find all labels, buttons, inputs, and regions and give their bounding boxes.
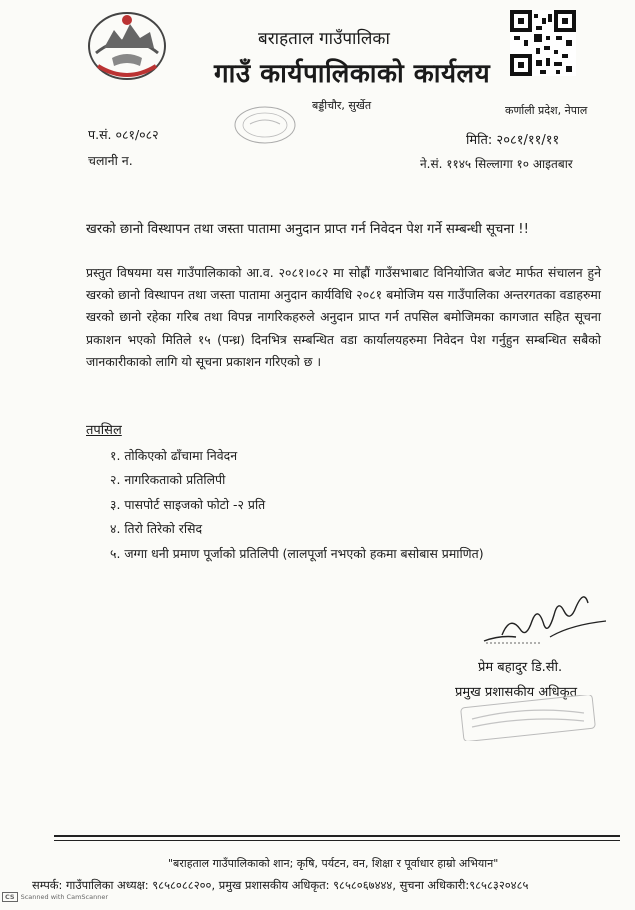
schedule-list [110,444,484,566]
official-stamp-icon [458,695,598,741]
qr-code-icon [510,10,576,76]
footer-divider [54,840,620,841]
list-item: १. तोकिएको ढाँचामा निवेदन [110,448,238,463]
nepal-sambat-date: ने.सं. ११४५ सिल्लागा १० आइतबार [420,157,573,171]
office-seal-icon [232,104,298,146]
signature-icon [480,585,610,645]
nepal-emblem-icon [84,8,170,84]
signatory-name: प्रेम बहादुर डि.सी. [478,660,563,675]
office-title: गाउँ कार्यपालिकाको कार्यलय [214,59,491,89]
notice-body: प्रस्तुत विषयमा यस गाउँपालिकाको आ.व. २०८१।०८२ मा सोह्रौं गाउँसभाबाट विनियोजित बजेट मार्फत संचालन हुने खरको छानो विस्थापन तथा जस्ता पातामा अनुदान कार्यविधि २०८१ बमोजिम यस गाउँपालिका अन्तरगतका वडाहरुमा खरको छानो रहेका गरिब तथा विपन्न नागरिकहरुले अनुदान प्राप्त गर्न तपसिल बमोजिमका कागजात सहित सूचना प्रकाशन भएको मितिले १५ (पन्ध्र) दिनभित्र सम्बन्धित वडा कार्यालयहरुमा निवेदन पेश गर्नुहुन सम्बन्धित सबैको जानकारीकाको लागि यो सूचना प्रकाशन गरिएको छ । [86,265,601,369]
signatory-title: प्रमुख प्रशासकीय अधिकृत [455,685,578,700]
province-label: कर्णाली प्रदेश, नेपाल [505,104,588,117]
municipality-name: बराहताल गाउँपालिका [258,29,390,49]
list-item: ४. तिरो तिरेको रसिद [110,521,203,537]
dispatch-number: चलानी न. [88,153,133,168]
footer-slogan: "बराहताल गाउँपालिकाको शान; कृषि, पर्यटन, वन, शिक्षा र पूर्वाधार हाम्रो अभियान" [168,857,499,870]
notice-subject: खरको छानो विस्थापन तथा जस्ता पातामा अनुदान प्राप्त गर्न निवेदन पेश गर्ने सम्बन्धी सूचना !! [86,222,529,237]
scanner-watermark: CS Scanned with CamScanner [2,892,108,902]
schedule-heading: तपसिल [86,423,122,438]
list-item: ५. जग्गा धनी प्रमाण पूर्जाको प्रतिलिपी (लालपूर्जा नभएको हकमा बसोबास प्रमाणित) [110,545,484,561]
letter-date: मिति: २०८१/११/११ [466,133,560,148]
footer-contact: सम्पर्क: गाउँपालिका अध्यक्ष: ९८५८०८८२००, प्रमुख प्रशासकीय अधिकृत: ९८५८०६७४४४, सुचना अधिकारी:९८५८३२०४८५ [32,878,529,892]
list-item: २. नागरिकताको प्रतिलिपी [110,472,226,488]
footer-divider [54,835,620,837]
list-item: ३. पासपोर्ट साइजको फोटो -२ प्रति [110,496,266,512]
office-location: बड्डीचौर, सुर्खेत [312,99,372,112]
reference-number: प.सं. ०८१/०८२ [88,127,159,142]
camscanner-logo-icon: CS [2,892,18,902]
